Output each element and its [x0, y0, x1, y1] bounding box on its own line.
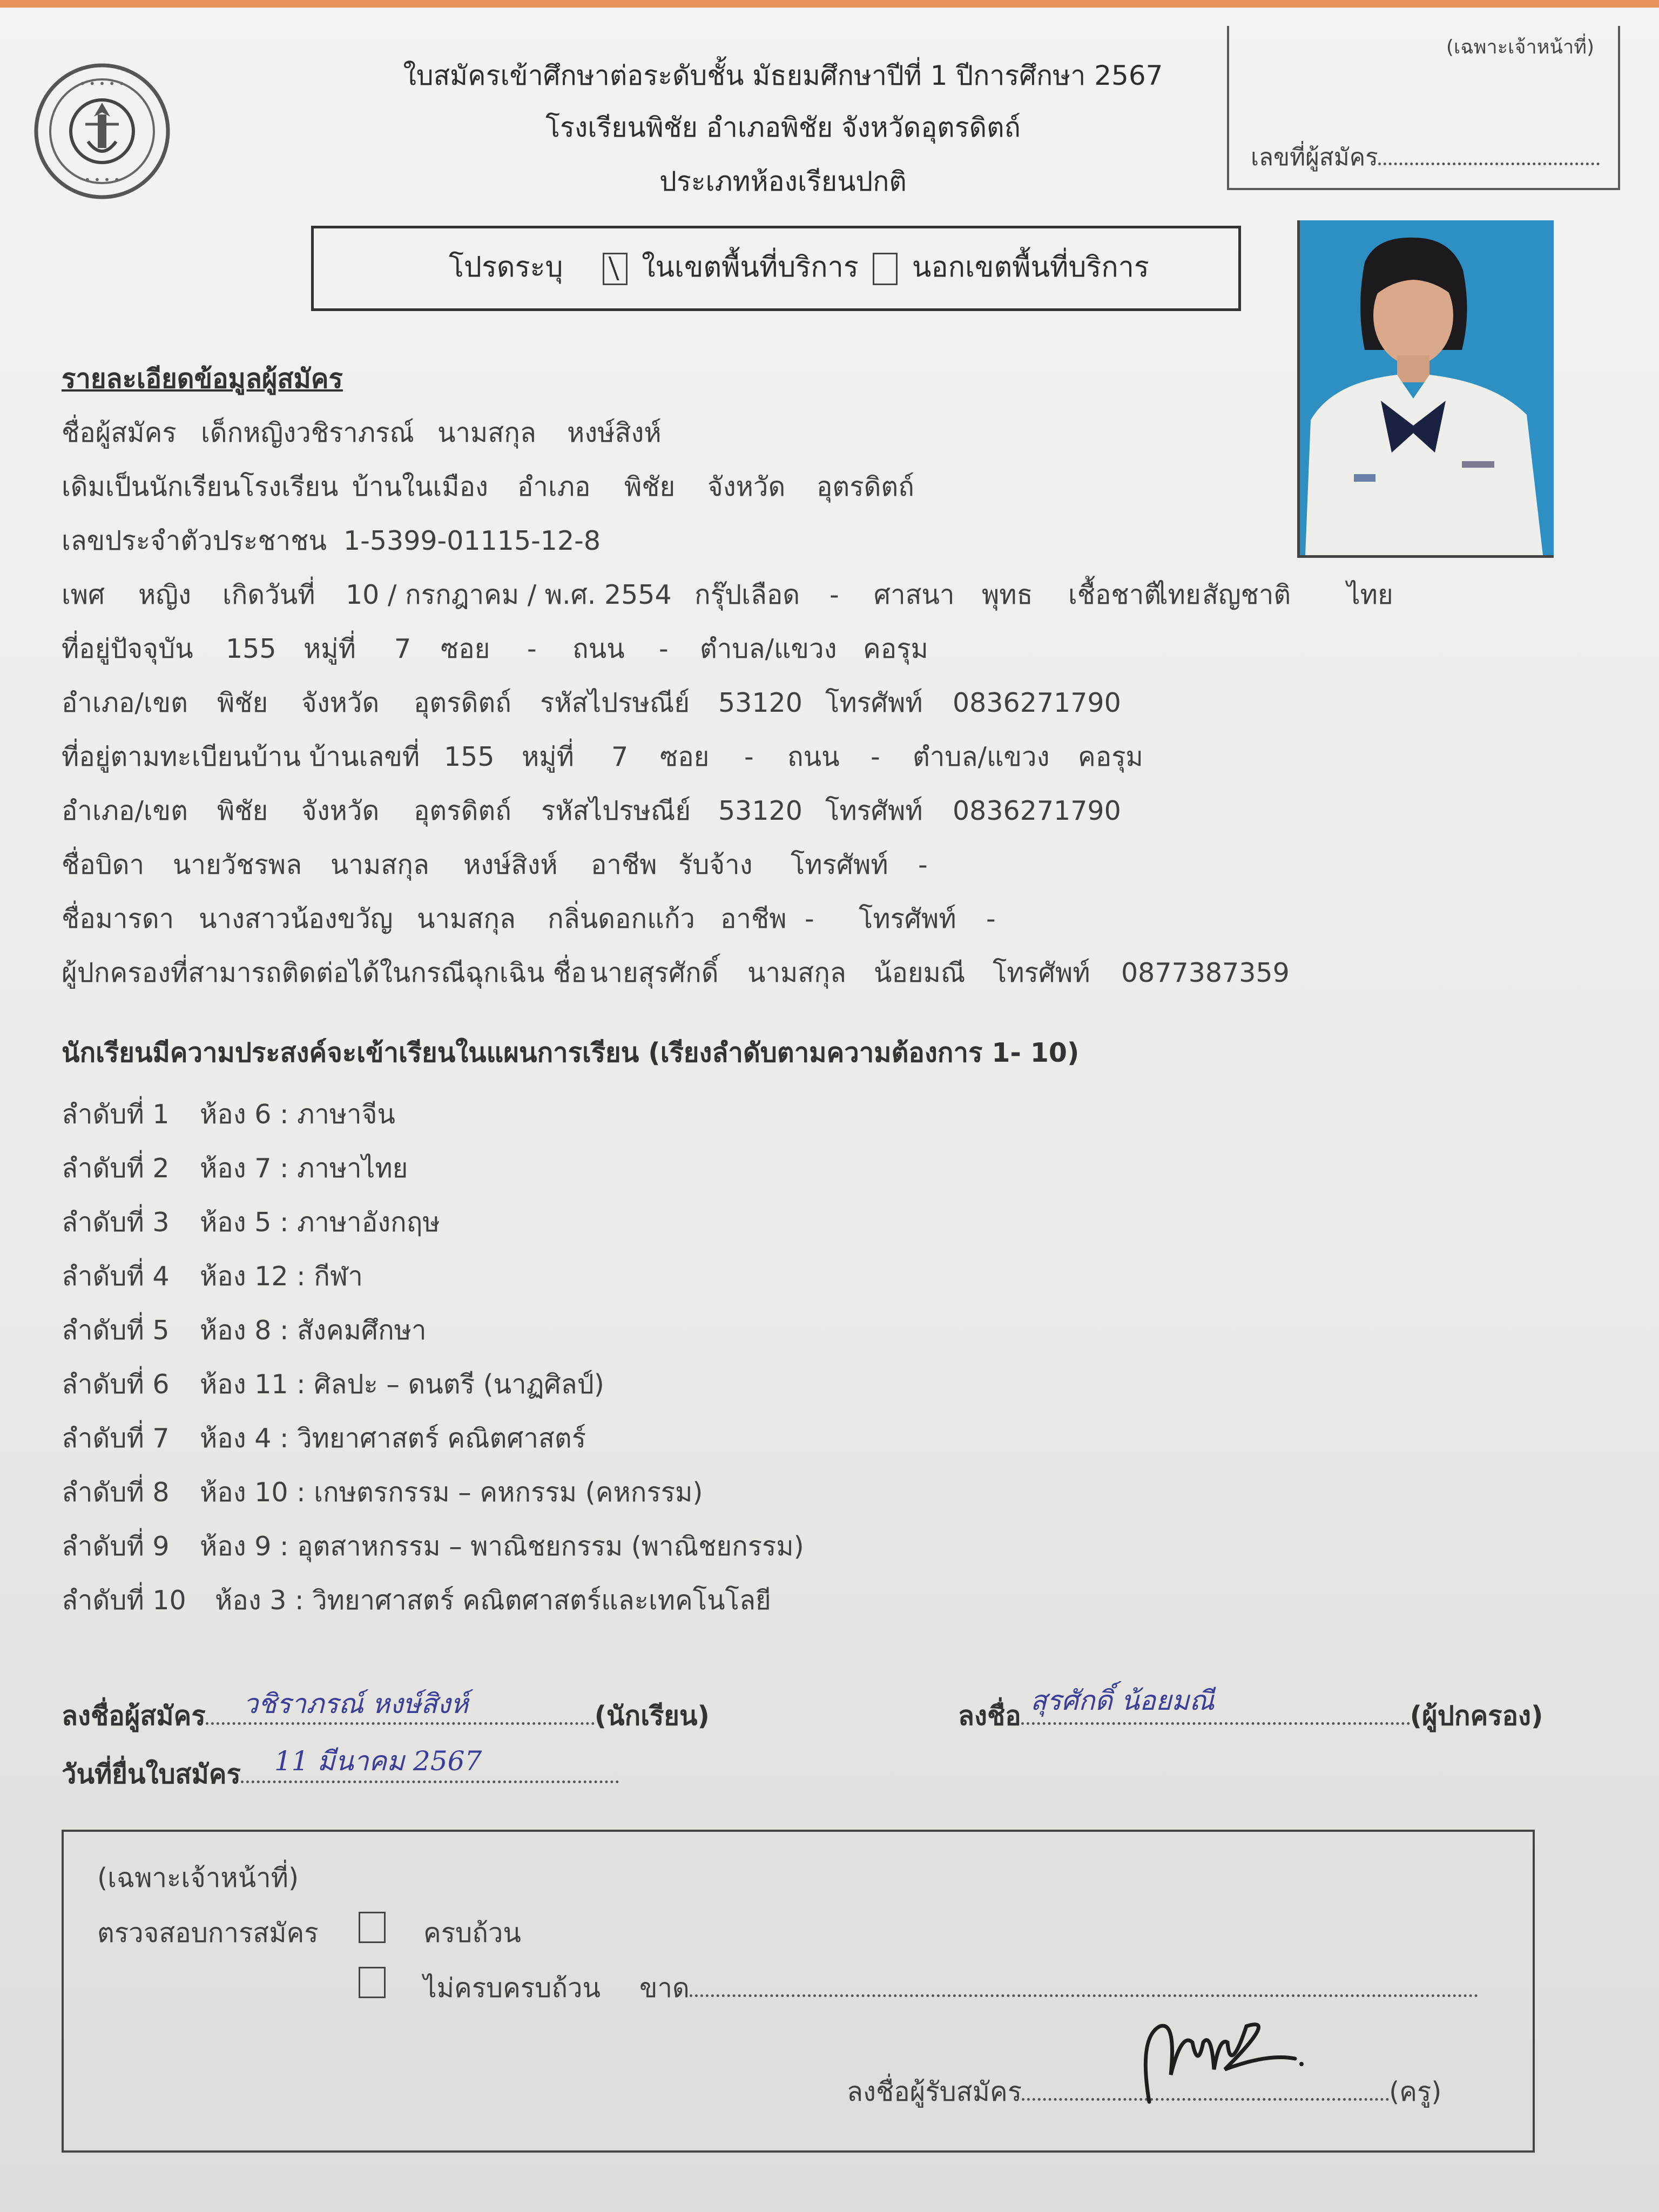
nationality-label: สัญชาติ: [1202, 579, 1291, 610]
guardian-surname: น้อยมณี: [874, 957, 966, 988]
current-phone: 0836271790: [953, 687, 1121, 718]
registered-province: อุตรดิตถ์: [414, 795, 511, 826]
registered-soi: -: [744, 741, 754, 772]
current-subdistrict: คอรุม: [863, 633, 928, 664]
plan-rank: ลำดับที่ 4: [62, 1261, 170, 1292]
father-job: รับจ้าง: [678, 849, 753, 880]
birth-date: 10 / กรกฎาคม / พ.ศ. 2554: [346, 579, 672, 610]
registered-moo-label: หมู่ที่: [522, 741, 574, 772]
plan-rank: ลำดับที่ 8: [62, 1477, 170, 1508]
plan-rank: ลำดับที่ 2: [62, 1153, 170, 1184]
office-bottom-note: (เฉพาะเจ้าหน้าที่): [97, 1863, 299, 1893]
nationality: ไทย: [1347, 579, 1393, 610]
svg-text:• • • • •: • • • • •: [79, 77, 125, 90]
guardian-signature-row: ลงชื่อ (ผู้ปกครอง): [958, 1701, 1543, 1731]
registered-road-label: ถนน: [787, 741, 840, 772]
father-label: ชื่อบิดา: [62, 849, 145, 880]
guardian-name: นายสุรศักดิ์: [590, 957, 719, 988]
applicant-surname-label: นามสกุล: [437, 417, 536, 448]
guardian-phone-label: โทรศัพท์: [993, 957, 1090, 988]
current-phone-label: โทรศัพท์: [825, 687, 923, 718]
registered-road: -: [871, 741, 880, 772]
out-area-label: นอกเขตพื้นที่บริการ: [912, 251, 1149, 284]
mother-phone-label: โทรศัพท์: [859, 903, 956, 934]
plan-rank: ลำดับที่ 9: [62, 1531, 170, 1562]
birth-label: เกิดวันที่: [222, 579, 315, 610]
mother-surname: กลิ่นดอกแก้ว: [548, 903, 695, 934]
blood: -: [830, 579, 839, 610]
form-title-line1: ใบสมัครเข้าศึกษาต่อระดับชั้น มัธยมศึกษาปีที่ 1 ปีการศึกษา 2567: [403, 60, 1163, 91]
svg-text:• • • •: • • • •: [84, 173, 120, 186]
father-name: นายวัชรพล: [173, 849, 302, 880]
mother-name: นางสาวน้องขวัญ: [199, 903, 393, 934]
prev-district: พิชัย: [624, 471, 676, 502]
guardian-signature: สุรศักดิ์ น้อยมณี: [1030, 1685, 1215, 1716]
current-province: อุตรดิตถ์: [414, 687, 511, 718]
guardian-label: ผู้ปกครองที่สามารถติดต่อได้ในกรณีฉุกเฉิน ชื่อ: [62, 957, 587, 988]
current-house-no: 155: [226, 633, 276, 664]
service-area-row: [449, 250, 1149, 285]
registered-district: พิชัย: [217, 795, 268, 826]
school-seal-logo: [31, 60, 173, 202]
current-soi: -: [527, 633, 537, 664]
out-area-checkbox[interactable]: [873, 253, 898, 285]
mother-phone: -: [986, 903, 996, 934]
registered-subdistrict-label: ตำบล/แขวง: [913, 741, 1050, 772]
registered-subdistrict: คอรุม: [1078, 741, 1143, 772]
applicant-name-label: ชื่อผู้สมัคร: [62, 417, 177, 448]
registered-soi-label: ซอย: [660, 741, 710, 772]
plan-room: ห้อง 9 : อุตสาหกรรม – พาณิชยกรรม (พาณิชยกรรม): [200, 1531, 804, 1562]
plan-rank: ลำดับที่ 1: [62, 1099, 170, 1130]
current-postcode-label: รหัสไปรษณีย์: [540, 687, 690, 718]
complete-checkbox[interactable]: [359, 1912, 386, 1943]
mother-surname-label: นามสกุล: [417, 903, 516, 934]
applicant-surname: หงษ์สิงห์: [567, 417, 662, 448]
prev-school-label: เดิมเป็นนักเรียนโรงเรียน: [62, 471, 339, 502]
registered-address-label: ที่อยู่ตามทะเบียนบ้าน บ้านเลขที่: [62, 741, 420, 772]
citizen-id-label: เลขประจำตัวประชาชน: [62, 525, 327, 556]
plan-room: ห้อง 3 : วิทยาศาสตร์ คณิตศาสตร์และเทคโนโลยี: [215, 1585, 771, 1616]
incomplete-checkbox[interactable]: [359, 1967, 386, 1998]
applicant-name: เด็กหญิงวชิราภรณ์: [201, 417, 414, 448]
complete-label: ครบถ้วน: [423, 1918, 521, 1948]
submission-date: 11 มีนาคม 2567: [274, 1745, 482, 1777]
current-postcode: 53120: [718, 687, 802, 718]
incomplete-label: ไม่ครบครบถ้วน: [423, 1973, 601, 2004]
section-title: รายละเอียดข้อมูลผู้สมัคร: [62, 363, 343, 394]
applicant-number-label: เลขที่ผู้สมัคร: [1251, 138, 1600, 176]
plan-room: ห้อง 4 : วิทยาศาสตร์ คณิตศาสตร์: [200, 1423, 586, 1454]
plan-rank: ลำดับที่ 5: [62, 1315, 170, 1346]
registered-house-no: 155: [444, 741, 495, 772]
race-label: เชื้อชาติ: [1068, 579, 1162, 610]
receiver-signature: [1117, 1994, 1344, 2113]
current-soi-label: ซอย: [441, 633, 490, 664]
office-use-note: (เฉพาะเจ้าหน้าที่): [1446, 36, 1594, 58]
applicant-signature-row: ลงชื่อผู้สมัคร (นักเรียน): [62, 1701, 710, 1731]
mother-job-label: อาชีพ: [720, 903, 787, 934]
sex: หญิง: [138, 579, 191, 610]
receiver-signature-row: ลงชื่อผู้รับสมัคร (ครู): [847, 2076, 1442, 2107]
registered-postcode-label: รหัสไปรษณีย์: [541, 795, 691, 826]
current-district-label: อำเภอ/เขต: [62, 687, 188, 718]
missing-row: ขาด: [639, 1972, 1478, 2005]
registered-postcode: 53120: [718, 795, 802, 826]
office-verification-box: [62, 1830, 1535, 2153]
plan-room: ห้อง 11 : ศิลปะ – ดนตรี (นาฏศิลป์): [200, 1369, 604, 1400]
father-surname-label: นามสกุล: [331, 849, 429, 880]
blood-label: กรุ๊ปเลือด: [694, 579, 800, 610]
plan-rank: ลำดับที่ 10: [62, 1585, 186, 1616]
service-area-box: [311, 226, 1241, 311]
applicant-signature: วชิราภรณ์ หงษ์สิงห์: [243, 1688, 469, 1719]
registered-phone: 0836271790: [953, 795, 1121, 826]
plan-room: ห้อง 6 : ภาษาจีน: [200, 1099, 395, 1130]
plan-rank: ลำดับที่ 6: [62, 1369, 170, 1400]
current-province-label: จังหวัด: [301, 687, 380, 718]
plan-room: ห้อง 8 : สังคมศึกษา: [200, 1315, 427, 1346]
guardian-surname-label: นามสกุล: [747, 957, 846, 988]
plan-room: ห้อง 5 : ภาษาอังกฤษ: [200, 1207, 440, 1238]
applicant-photo: [1297, 220, 1554, 558]
prev-province: อุตรดิตถ์: [817, 471, 914, 502]
mother-job: -: [805, 903, 814, 934]
father-phone: -: [918, 849, 928, 880]
plan-section-title: นักเรียนมีความประสงค์จะเข้าเรียนในแผนการเรียน (เรียงลำดับตามความต้องการ 1- 10): [62, 1037, 1080, 1068]
race: ไทย: [1155, 579, 1201, 610]
citizen-id: 1-5399-01115-12-8: [343, 525, 601, 556]
prev-school: บ้านในเมือง: [352, 471, 488, 502]
plan-room: ห้อง 12 : กีฬา: [200, 1261, 363, 1292]
current-district: พิชัย: [217, 687, 268, 718]
current-road: -: [659, 633, 669, 664]
submission-date-row: วันที่ยื่นใบสมัคร: [62, 1758, 619, 1791]
plan-room: ห้อง 7 : ภาษาไทย: [200, 1153, 408, 1184]
registered-phone-label: โทรศัพท์: [825, 795, 923, 826]
service-area-prompt: โปรดระบุ: [449, 251, 563, 284]
father-surname: หงษ์สิงห์: [463, 849, 558, 880]
religion-label: ศาสนา: [874, 579, 955, 610]
religion: พุทธ: [982, 579, 1033, 610]
plan-room: ห้อง 10 : เกษตรกรรม – คหกรรม (คหกรรม): [200, 1477, 703, 1508]
registered-province-label: จังหวัด: [301, 795, 380, 826]
verification-label: ตรวจสอบการสมัคร: [97, 1918, 319, 1948]
form-title-line3: ประเภทห้องเรียนปกติ: [659, 166, 907, 197]
sex-label: เพศ: [62, 579, 105, 610]
top-orange-strip: [0, 0, 1659, 8]
mother-label: ชื่อมารดา: [62, 903, 174, 934]
registered-district-label: อำเภอ/เขต: [62, 795, 188, 826]
plan-rank: ลำดับที่ 7: [62, 1423, 170, 1454]
prev-district-label: อำเภอ: [517, 471, 591, 502]
father-job-label: อาชีพ: [591, 849, 657, 880]
current-road-label: ถนน: [572, 633, 625, 664]
form-title-line2: โรงเรียนพิชัย อำเภอพิชัย จังหวัดอุตรดิตถ์: [545, 112, 1021, 143]
registered-moo: 7: [611, 741, 629, 772]
father-phone-label: โทรศัพท์: [791, 849, 888, 880]
prev-province-label: จังหวัด: [707, 471, 786, 502]
current-moo: 7: [394, 633, 412, 664]
current-moo-label: หมู่ที่: [304, 633, 356, 664]
current-address-label: ที่อยู่ปัจจุบัน: [62, 633, 193, 664]
guardian-phone: 0877387359: [1121, 957, 1290, 988]
plan-rank: ลำดับที่ 3: [62, 1207, 170, 1238]
in-area-checkbox[interactable]: [603, 253, 628, 285]
in-area-label: ในเขตพื้นที่บริการ: [642, 251, 859, 284]
current-subdistrict-label: ตำบล/แขวง: [700, 633, 837, 664]
office-use-box: [1227, 26, 1620, 190]
